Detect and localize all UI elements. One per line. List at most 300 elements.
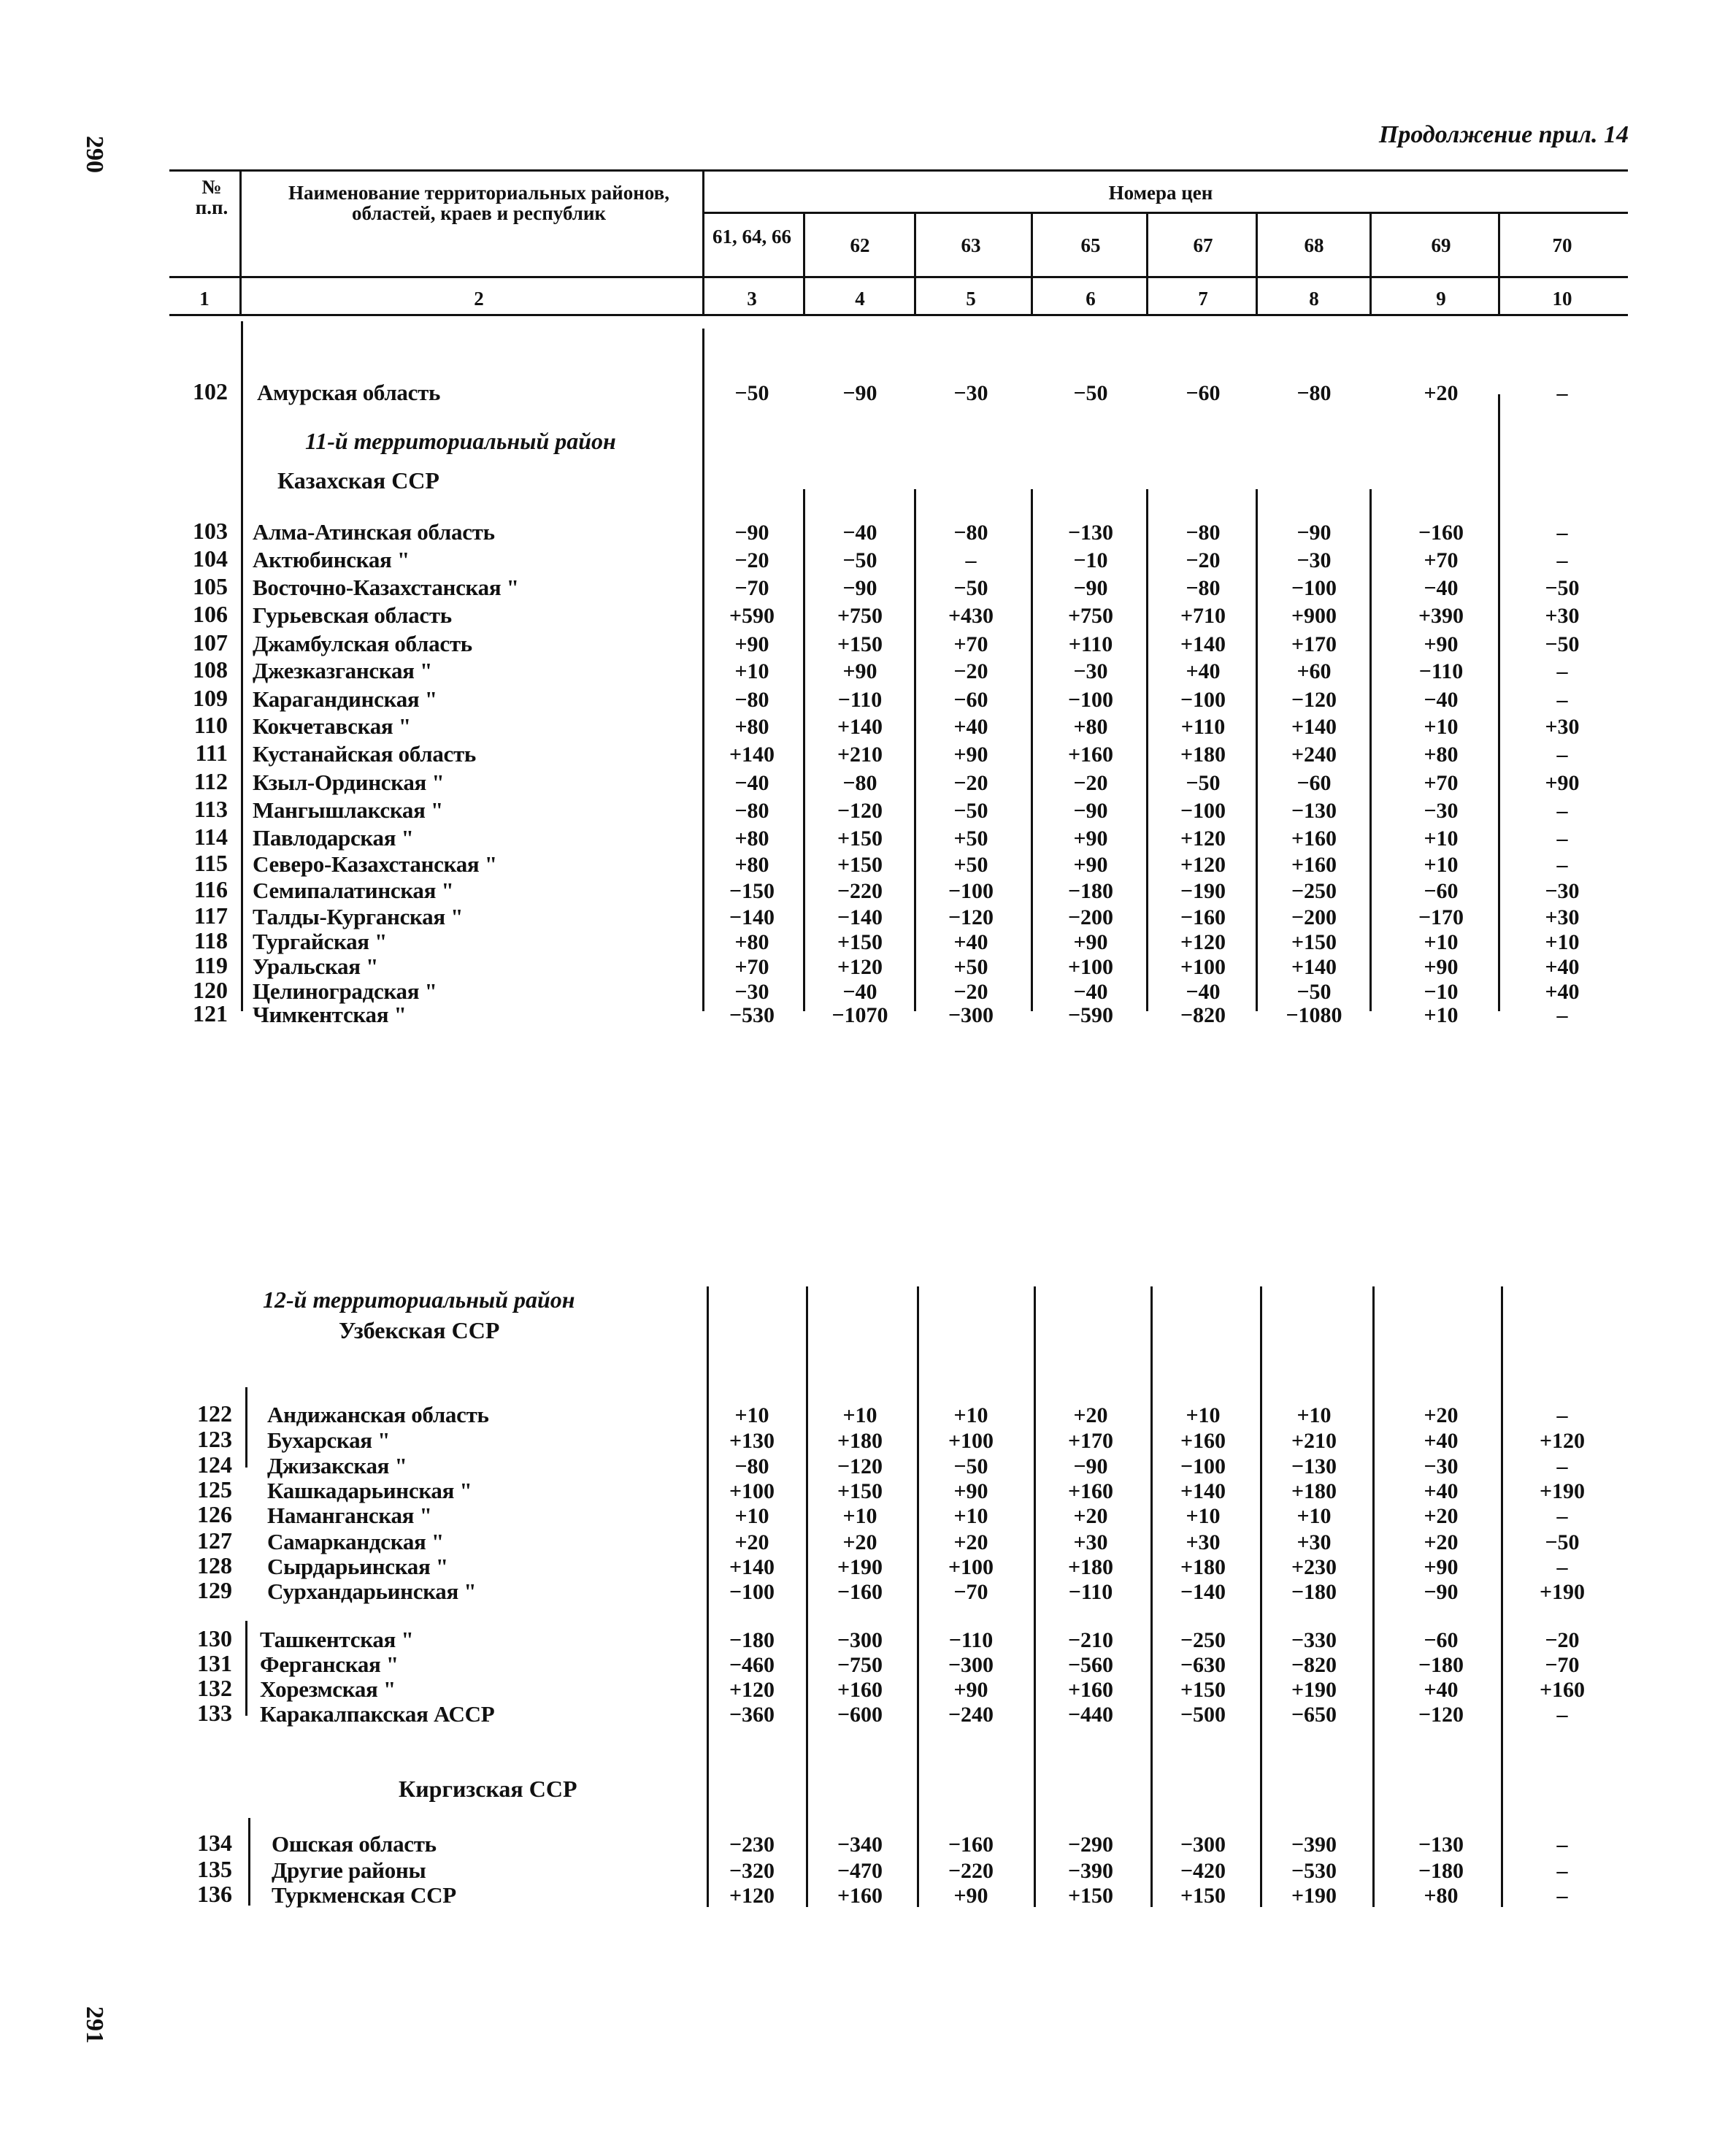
divider-price-upper-2	[914, 489, 916, 1011]
price-cell: −20	[734, 548, 769, 572]
divider-price-upper-4	[1146, 489, 1148, 1011]
divider-price-lower-7	[1372, 1286, 1375, 1907]
region-name: Целиноградская "	[253, 978, 437, 1004]
price-cell: +50	[953, 955, 988, 979]
region-name: Самаркандская "	[267, 1529, 444, 1554]
col-number-3: 3	[747, 288, 757, 310]
divider-price-upper-6	[1369, 489, 1372, 1011]
price-cell: −750	[837, 1653, 883, 1677]
header-divider-price-3	[1031, 212, 1033, 314]
price-cell: +30	[1073, 1530, 1108, 1554]
price-cell: +120	[1539, 1429, 1586, 1453]
region-name: Каракалпакская АССР	[260, 1701, 495, 1727]
price-cell: +100	[729, 1479, 775, 1503]
row-number: 114	[193, 824, 228, 850]
price-cell: +10	[1424, 930, 1459, 954]
price-cell: −250	[1291, 879, 1337, 903]
price-cell: −500	[1180, 1703, 1226, 1727]
header-divider-price-2	[914, 212, 916, 314]
price-cell: +110	[1180, 715, 1226, 739]
price-cell: –	[1556, 381, 1568, 405]
price-cell: +90	[1073, 853, 1108, 877]
price-cell: −20	[1186, 548, 1221, 572]
price-cell: +40	[953, 715, 988, 739]
price-cell: +120	[1180, 853, 1226, 877]
price-cell: +10	[1186, 1403, 1221, 1427]
price-cell: −60	[1186, 381, 1221, 405]
price-cell: +10	[734, 1504, 769, 1528]
price-cell: −20	[953, 771, 988, 795]
row-number: 111	[195, 740, 228, 766]
price-cell: −460	[729, 1653, 775, 1677]
price-cell: –	[1556, 659, 1568, 683]
section-kyrgyz-ssr: Киргизская ССР	[399, 1776, 577, 1802]
region-name: Джезказганская "	[253, 658, 432, 683]
price-cell: −120	[1291, 688, 1337, 712]
price-cell: +10	[1296, 1403, 1332, 1427]
header-name: Наименование территориальных районов, областей, краев и республик	[288, 182, 669, 225]
col-number-1: 1	[199, 288, 210, 310]
price-cell: −630	[1180, 1653, 1226, 1677]
price-cell: −100	[1180, 799, 1226, 823]
region-name: Восточно-Казахстанская "	[253, 575, 519, 600]
price-cell: +30	[1545, 905, 1580, 929]
price-cell: +120	[1180, 826, 1226, 851]
price-cell: −50	[953, 1454, 988, 1478]
row-number: 131	[197, 1650, 232, 1676]
price-cell: −160	[837, 1580, 883, 1604]
price-cell: +90	[842, 659, 877, 683]
price-cell: −110	[837, 688, 883, 712]
price-cell: −130	[1418, 1833, 1464, 1857]
price-cell: −80	[842, 771, 877, 795]
price-cell: +160	[1067, 1678, 1114, 1702]
price-cell: −180	[1067, 879, 1114, 903]
price-cell: +90	[1424, 632, 1459, 656]
row-number: 132	[197, 1675, 232, 1701]
price-cell: −420	[1180, 1859, 1226, 1883]
price-cell: +390	[1418, 604, 1464, 628]
price-cell: +140	[1291, 955, 1337, 979]
divider-price-upper-1	[803, 489, 805, 1011]
price-cell: −50	[1545, 1530, 1580, 1554]
header-divider-price-4	[1146, 212, 1148, 314]
price-cell: +150	[1291, 930, 1337, 954]
region-name: Кокчетавская "	[253, 713, 411, 739]
row-number: 104	[193, 545, 228, 572]
region-name: Кзыл-Ординская "	[253, 770, 445, 795]
price-cell: −210	[1067, 1628, 1114, 1652]
price-cell: +160	[837, 1678, 883, 1702]
price-cell: +140	[1291, 715, 1337, 739]
price-cell: +170	[1291, 632, 1337, 656]
page-number-top: 290	[81, 136, 108, 173]
prices-group-rule	[704, 212, 1628, 214]
price-col-header-6: 68	[1304, 234, 1324, 256]
price-cell: –	[1556, 1454, 1568, 1478]
price-cell: −320	[729, 1859, 775, 1883]
price-cell: +30	[1186, 1530, 1221, 1554]
price-cell: −20	[953, 980, 988, 1004]
price-cell: –	[1556, 826, 1568, 851]
section-district-11: 11-й территориальный район	[305, 428, 616, 454]
price-cell: −110	[1418, 659, 1464, 683]
region-name: Амурская область	[257, 380, 441, 405]
price-cell: −820	[1180, 1003, 1226, 1027]
price-cell: +70	[1424, 548, 1459, 572]
row-number: 112	[193, 768, 228, 794]
price-cell: −30	[953, 381, 988, 405]
price-cell: +70	[953, 632, 988, 656]
price-cell: −40	[842, 980, 877, 1004]
price-cell: +10	[1424, 853, 1459, 877]
price-cell: −300	[837, 1628, 883, 1652]
region-name: Сурхандарьинская "	[267, 1578, 477, 1604]
price-cell: +180	[1067, 1555, 1114, 1579]
price-cell: +10	[842, 1403, 877, 1427]
price-cell: +230	[1291, 1555, 1337, 1579]
price-cell: +10	[953, 1403, 988, 1427]
price-cell: −40	[1424, 688, 1459, 712]
price-cell: −120	[837, 1454, 883, 1478]
price-cell: +150	[837, 853, 883, 877]
price-cell: +90	[734, 632, 769, 656]
region-name: Хорезмская "	[260, 1676, 396, 1702]
region-name: Кустанайская область	[253, 741, 477, 767]
row-number: 105	[193, 573, 228, 599]
row-number: 109	[193, 685, 228, 711]
region-name: Тургайская "	[253, 929, 388, 954]
price-cell: −140	[729, 905, 775, 929]
region-name: Северо-Казахстанская "	[253, 851, 497, 877]
price-cell: +80	[734, 715, 769, 739]
price-cell: −80	[734, 688, 769, 712]
region-name: Ташкентская "	[260, 1627, 414, 1652]
price-cell: −80	[1186, 521, 1221, 545]
price-cell: –	[1556, 799, 1568, 823]
price-cell: −30	[1545, 879, 1580, 903]
price-cell: –	[1556, 743, 1568, 767]
price-cell: +70	[1424, 771, 1459, 795]
price-cell: +10	[1424, 826, 1459, 851]
price-cell: +10	[1424, 1003, 1459, 1027]
region-name: Актюбинская "	[253, 547, 410, 572]
price-col-header-2: 62	[850, 234, 870, 256]
price-cell: −70	[953, 1580, 988, 1604]
divider-price-upper-3	[1031, 489, 1033, 1011]
price-cell: −530	[1291, 1859, 1337, 1883]
price-cell: −170	[1418, 905, 1464, 929]
price-cell: +30	[1545, 715, 1580, 739]
price-cell: −560	[1067, 1653, 1114, 1677]
price-cell: +160	[1067, 743, 1114, 767]
price-cell: +20	[953, 1530, 988, 1554]
price-cell: −70	[734, 576, 769, 600]
price-cell: −190	[1180, 879, 1226, 903]
divider-no-lower-c	[248, 1818, 250, 1906]
price-cell: −600	[837, 1703, 883, 1727]
price-cell: −820	[1291, 1653, 1337, 1677]
row-number: 130	[197, 1625, 232, 1651]
price-cell: +120	[729, 1884, 775, 1908]
header-divider-price-6	[1369, 212, 1372, 314]
header-no: № п.п.	[195, 176, 228, 219]
price-cell: −70	[1545, 1653, 1580, 1677]
price-cell: −100	[948, 879, 994, 903]
price-cell: –	[965, 548, 977, 572]
price-cell: −10	[1073, 548, 1108, 572]
price-cell: +90	[1424, 955, 1459, 979]
divider-no-lower-a	[245, 1387, 247, 1468]
col-number-7: 7	[1198, 288, 1208, 310]
price-cell: −40	[1186, 980, 1221, 1004]
price-cell: −50	[1296, 980, 1332, 1004]
divider-no-upper	[241, 321, 243, 1011]
price-cell: −300	[948, 1653, 994, 1677]
divider-price-upper-7	[1498, 489, 1500, 1011]
divider-price-upper-5	[1256, 489, 1258, 1011]
price-cell: −180	[1291, 1580, 1337, 1604]
price-cell: −50	[1073, 381, 1108, 405]
price-cell: −180	[729, 1628, 775, 1652]
price-cell: +100	[948, 1429, 994, 1453]
price-cell: −650	[1291, 1703, 1337, 1727]
divider-no-lower-b	[245, 1621, 247, 1716]
price-cell: +150	[1067, 1884, 1114, 1908]
price-cell: –	[1556, 548, 1568, 572]
price-cell: −140	[1180, 1580, 1226, 1604]
price-cell: −200	[1067, 905, 1114, 929]
price-cell: +30	[1296, 1530, 1332, 1554]
price-cell: +190	[1539, 1580, 1586, 1604]
row-number: 124	[197, 1451, 232, 1478]
region-name: Джизакская "	[267, 1453, 407, 1478]
price-cell: +710	[1180, 604, 1226, 628]
price-cell: +10	[1296, 1504, 1332, 1528]
price-cell: −30	[1424, 799, 1459, 823]
region-name: Кашкадарьинская "	[267, 1478, 472, 1503]
price-cell: +430	[948, 604, 994, 628]
price-cell: +20	[1073, 1403, 1108, 1427]
price-cell: −30	[1296, 548, 1332, 572]
row-number: 107	[193, 629, 228, 656]
price-cell: +210	[837, 743, 883, 767]
price-cell: −10	[1424, 980, 1459, 1004]
price-cell: +210	[1291, 1429, 1337, 1453]
price-cell: −130	[1291, 799, 1337, 823]
price-cell: −30	[1424, 1454, 1459, 1478]
price-cell: +170	[1067, 1429, 1114, 1453]
price-cell: +20	[1424, 1530, 1459, 1554]
header-top-rule	[169, 169, 1628, 172]
row-number: 129	[197, 1577, 232, 1603]
price-col-header-1: 61, 64, 66	[712, 226, 791, 248]
price-cell: –	[1556, 1555, 1568, 1579]
price-cell: −230	[729, 1833, 775, 1857]
region-name: Павлодарская "	[253, 825, 414, 851]
price-cell: −60	[953, 688, 988, 712]
price-cell: +160	[1067, 1479, 1114, 1503]
price-cell: +900	[1291, 604, 1337, 628]
header-divider-price-1	[803, 212, 805, 314]
price-cell: –	[1556, 1884, 1568, 1908]
price-cell: −100	[729, 1580, 775, 1604]
price-cell: –	[1556, 1504, 1568, 1528]
price-cell: −40	[734, 771, 769, 795]
col-number-4: 4	[855, 288, 865, 310]
price-cell: –	[1556, 1003, 1568, 1027]
price-cell: −1080	[1286, 1003, 1342, 1027]
region-name: Алма-Атинская область	[253, 519, 495, 545]
price-cell: +140	[729, 743, 775, 767]
row-number: 126	[197, 1501, 232, 1527]
divider-price-lower-6	[1260, 1286, 1262, 1907]
row-number: 113	[193, 796, 228, 822]
price-cell: –	[1556, 1703, 1568, 1727]
price-cell: +160	[1539, 1678, 1586, 1702]
price-cell: +150	[837, 1479, 883, 1503]
region-name: Карагандинская "	[253, 686, 437, 712]
region-name: Сырдарьинская "	[267, 1554, 448, 1579]
price-cell: +10	[953, 1504, 988, 1528]
price-cell: +160	[1180, 1429, 1226, 1453]
row-number: 108	[193, 656, 228, 683]
row-number: 120	[193, 977, 228, 1003]
header-divider-name	[702, 169, 704, 314]
price-cell: +20	[1424, 381, 1459, 405]
region-name: Гурьевская область	[253, 602, 452, 628]
section-kazakh-ssr: Казахская ССР	[277, 467, 439, 494]
price-cell: −160	[1180, 905, 1226, 929]
price-cell: +190	[1291, 1884, 1337, 1908]
price-cell: +130	[729, 1429, 775, 1453]
price-cell: +120	[729, 1678, 775, 1702]
price-cell: +50	[953, 826, 988, 851]
price-cell: +750	[1067, 604, 1114, 628]
price-cell: −250	[1180, 1628, 1226, 1652]
price-cell: +10	[734, 659, 769, 683]
region-name: Уральская "	[253, 954, 379, 979]
price-cell: −100	[1291, 576, 1337, 600]
row-number: 121	[193, 1000, 228, 1027]
header-bottom-rule	[169, 276, 1628, 278]
region-name: Наманганская "	[267, 1503, 432, 1528]
row-number: 122	[197, 1400, 232, 1427]
col-numbers-rule	[169, 314, 1628, 316]
price-cell: +10	[734, 1403, 769, 1427]
price-cell: +190	[1539, 1479, 1586, 1503]
divider-price-lower-4	[1034, 1286, 1036, 1907]
price-cell: +100	[948, 1555, 994, 1579]
price-cell: +20	[1424, 1504, 1459, 1528]
price-cell: −60	[1424, 879, 1459, 903]
price-col-header-7: 69	[1431, 234, 1451, 256]
price-cell: +190	[837, 1555, 883, 1579]
price-cell: −300	[948, 1003, 994, 1027]
price-col-header-4: 65	[1080, 234, 1101, 256]
price-cell: −50	[1545, 632, 1580, 656]
price-cell: −90	[842, 381, 877, 405]
price-cell: −80	[734, 799, 769, 823]
region-name: Андижанская область	[267, 1402, 489, 1427]
price-cell: +40	[1545, 980, 1580, 1004]
col-number-10: 10	[1552, 288, 1572, 310]
price-cell: −180	[1418, 1653, 1464, 1677]
col-number-5: 5	[966, 288, 976, 310]
price-cell: +160	[1291, 826, 1337, 851]
price-cell: −90	[842, 576, 877, 600]
price-cell: +40	[1424, 1678, 1459, 1702]
price-cell: −340	[837, 1833, 883, 1857]
price-cell: +80	[1424, 1884, 1459, 1908]
price-cell: −80	[953, 521, 988, 545]
price-cell: +10	[842, 1504, 877, 1528]
section-district-12: 12-й территориальный район	[263, 1286, 575, 1313]
row-number: 115	[193, 850, 228, 876]
price-cell: −200	[1291, 905, 1337, 929]
price-cell: +140	[1180, 632, 1226, 656]
row-number: 127	[197, 1527, 232, 1554]
price-cell: −50	[1186, 771, 1221, 795]
price-col-header-5: 67	[1193, 234, 1213, 256]
price-cell: +150	[837, 930, 883, 954]
page-number-bottom: 291	[81, 2006, 108, 2044]
price-cell: +10	[1545, 930, 1580, 954]
row-number: 128	[197, 1552, 232, 1578]
region-name: Бухарская "	[267, 1427, 391, 1453]
price-cell: +180	[1291, 1479, 1337, 1503]
price-cell: +80	[1073, 715, 1108, 739]
price-cell: +40	[1186, 659, 1221, 683]
price-cell: −330	[1291, 1628, 1337, 1652]
price-cell: +40	[953, 930, 988, 954]
col-number-9: 9	[1436, 288, 1446, 310]
price-cell: –	[1556, 1833, 1568, 1857]
price-cell: −90	[1073, 1454, 1108, 1478]
header-divider-price-7	[1498, 212, 1500, 314]
divider-price-lower-1	[707, 1286, 709, 1907]
price-cell: −80	[1186, 576, 1221, 600]
divider-price-lower-8	[1501, 1286, 1503, 1907]
row-number: 123	[197, 1426, 232, 1452]
price-cell: −40	[842, 521, 877, 545]
price-cell: −120	[948, 905, 994, 929]
price-cell: +120	[837, 955, 883, 979]
price-cell: −50	[953, 799, 988, 823]
price-cell: +100	[1180, 955, 1226, 979]
region-name: Другие районы	[272, 1857, 426, 1883]
region-name: Ферганская "	[260, 1651, 399, 1677]
price-cell: +20	[842, 1530, 877, 1554]
price-cell: +140	[1180, 1479, 1226, 1503]
price-cell: +10	[1424, 715, 1459, 739]
price-cell: +90	[1073, 826, 1108, 851]
divider-name-upper	[702, 329, 704, 1011]
price-cell: −100	[1067, 688, 1114, 712]
price-cell: +150	[1180, 1678, 1226, 1702]
price-cell: +110	[1068, 632, 1113, 656]
price-cell: −50	[842, 548, 877, 572]
price-cell: −140	[837, 905, 883, 929]
row-number: 119	[193, 952, 228, 978]
price-cell: +60	[1296, 659, 1332, 683]
price-cell: −130	[1291, 1454, 1337, 1478]
price-cell: +160	[837, 1884, 883, 1908]
price-cell: –	[1556, 521, 1568, 545]
row-number: 117	[193, 902, 228, 929]
region-name: Мангышлакская "	[253, 797, 443, 823]
price-cell: −100	[1180, 1454, 1226, 1478]
